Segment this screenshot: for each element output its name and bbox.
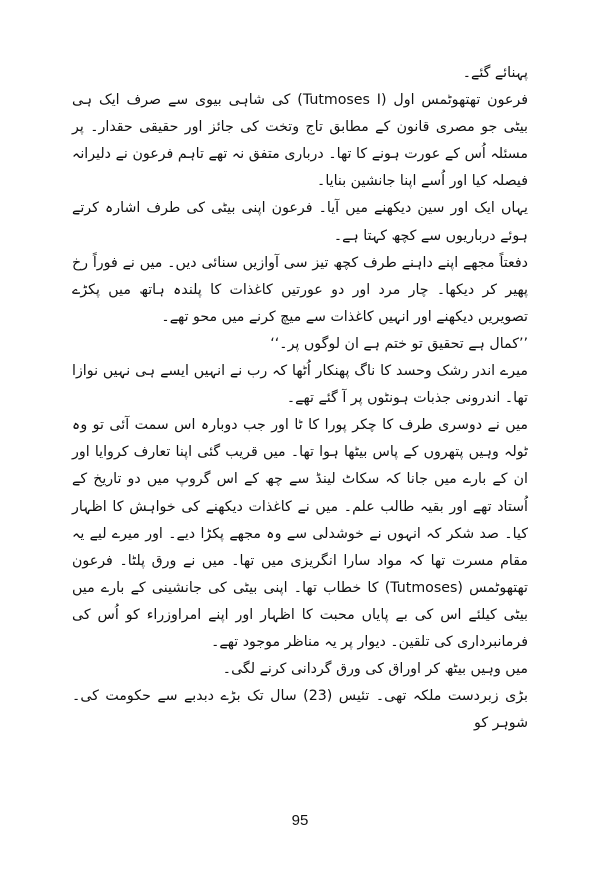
paragraph-4: دفعتاً مجھے اپنے داہنے طرف کچھ تیز سی آوازیں سنائی دیں۔ میں نے فوراً رخ پھیر کر دیکھا۔ چار مرد اور دو عورتیں کاغذات کا پلندہ ہاتھ میں پکڑے تصویریں دیکھنے اور انہیں کاغذات سے میچ کرنے میں محو تھے۔	[72, 254, 528, 325]
paragraph-9: بڑی زبردست ملکہ تھی۔ تئیس (23) سال تک بڑے دبدبے سے حکومت کی۔ شوہر کو	[72, 688, 528, 732]
paragraph-3: یہاں ایک اور سین دیکھنے میں آیا۔ فرعون اپنی بیٹی کی طرف اشارہ کرتے ہوئے درباریوں سے کچھ کہتا ہے۔	[72, 200, 528, 244]
paragraph-8: میں وہیں بیٹھ کر اوراق کی ورق گردانی کرنے لگی۔	[222, 661, 528, 678]
paragraph-7: میں نے دوسری طرف کا چکر پورا کا ٹا اور جب دوبارہ اس سمت آئی تو وہ ٹولہ وہیں پتھروں کے پاس بیٹھا ہوا تھا۔ میں قریب گئی اپنا تعارف کروایا اور ان کے بارے میں جانا کہ سکاٹ لینڈ سے چھ کے اس گروپ میں دو تاریخ کے اُستاد تھے اور بقیہ طالب علم۔ میں نے کاغذات دیکھنے کی خواہش کا اظہار کیا۔ صد شکر کہ انہوں نے خوشدلی سے وہ مجھے پکڑا دیے۔ اور میرے لیے یہ مقام مسرت تھا کہ مواد سارا انگریزی میں تھا۔ میں نے ورق پلٹا۔ فرعون تھتھوٹمس (Tutmoses) کا خطاب تھا۔ اپنی بیٹی کی جانشینی کے بارے میں بیٹی کیلئے اس کی بے پایاں محبت کا اظہار اور اپنے امراوزراء کو اُس کی فرمانبرداری کی تلقین۔ دیوار پر یہ مناظر موجود تھے۔	[72, 417, 528, 650]
paragraph-quote: ’’کمال ہے تحقیق تو ختم ہے ان لوگوں پر۔‘‘	[270, 335, 528, 352]
page-number: 95	[291, 812, 309, 829]
paragraph-6: میرے اندر رشک وحسد کا ناگ پھنکار اُٹھا کہ رب نے انہیں ایسے ہی نہیں نوازا تھا۔ اندرونی جذبات ہونٹوں پر آ گئے تھے۔	[72, 363, 528, 407]
body-text	[72, 60, 528, 737]
paragraph-1: پہنائے گئے۔	[462, 65, 528, 81]
paragraph-2: فرعون تھتھوٹمس اول (Tutmoses I) کی شاہی بیوی سے صرف ایک ہی بیٹی جو مصری قانون کے مطابق تاج وتخت کی جائز اور حقیقی حقدار۔ پر مسئلہ اُس کے عورت ہونے کا تھا۔ درباری متفق نہ تھے تاہم فرعون نے دلیرانہ فیصلہ کیا اور اُسے اپنا جانشین بنایا۔	[72, 92, 528, 190]
